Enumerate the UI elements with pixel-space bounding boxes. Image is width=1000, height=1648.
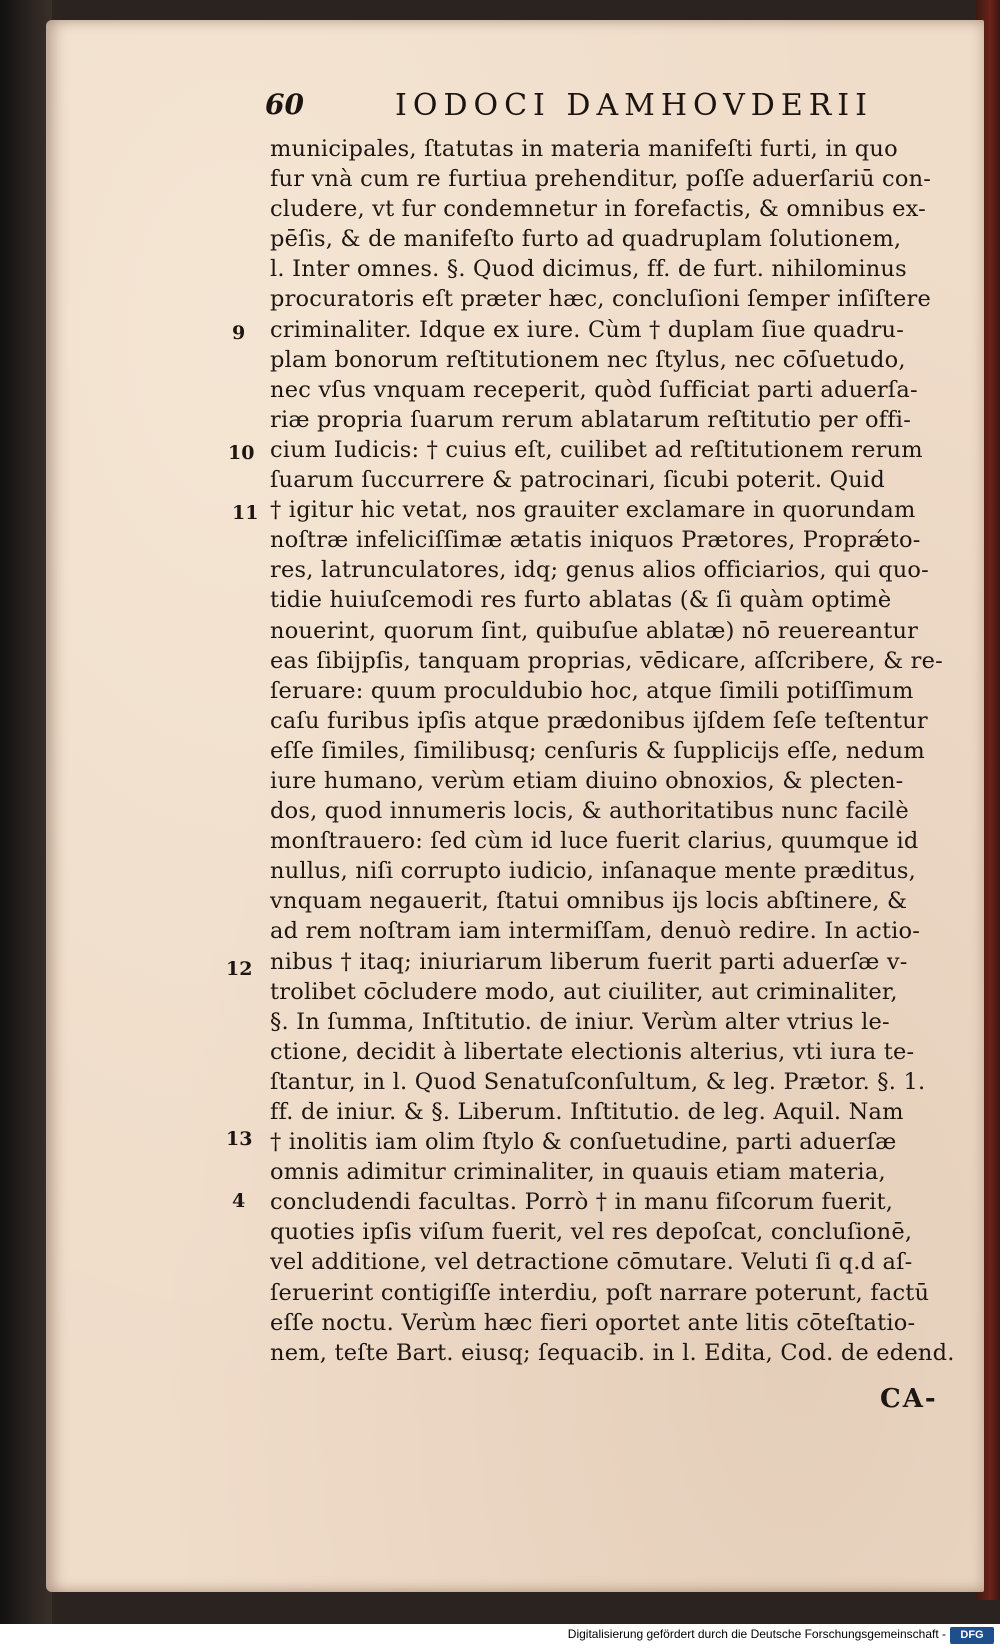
text-line: nullus, niſi corrupto iudicio, inſanaque mente præditus, (270, 858, 916, 885)
text-line: caſu furibus ipſis atque prædonibus ijſdem ſeſe teſtentur (270, 707, 928, 734)
text-line: §. In ſumma, Inſtitutio. de iniur. Verùm alter vtrius le- (270, 1008, 890, 1035)
text-line: monſtrauero: ſed cùm id luce fuerit clarius, quumque id (270, 828, 919, 855)
text-line: noſtræ infeliciſſimæ ætatis iniquos Prætores, Proprǽto- (270, 527, 921, 554)
text-line: vnquam negauerit, ſtatui omnibus ijs locis abſtinere, & (270, 888, 908, 915)
text-line: ſuarum ſuccurrere & patrocinari, ſicubi poterit. Quid (270, 467, 885, 494)
catchword: CA- (880, 1384, 938, 1414)
text-line: eas ſibijpſis, tanquam proprias, vēdicare, aſſcribere, & re- (270, 647, 943, 674)
page-header (265, 88, 885, 128)
text-line: fur vnà cum re furtiua prehenditur, poſſe aduerſariū con- (270, 166, 932, 193)
text-line: † inolitis iam olim ſtylo & conſuetudine, parti aduerſæ (270, 1129, 897, 1156)
text-line: eſſe ſimiles, ſimilibusq; cenſuris & ſupplicijs eſſe, nedum (270, 737, 925, 764)
text-line: municipales, ſtatutas in materia manifeſti furti, in quo (270, 136, 898, 162)
footer-credit: Digitalisierung gefördert durch die Deutsche Forschungsgemeinschaft - (567, 1627, 946, 1641)
text-line: dos, quod innumeris locis, & authoritatibus nunc facilè (270, 798, 909, 825)
footer-bar (0, 1624, 1000, 1648)
margin-number: 13 (226, 1128, 253, 1150)
text-line: cludere, vt fur condemnetur in forefactis, & omnibus ex- (270, 196, 926, 223)
dfg-logo: DFG (950, 1627, 994, 1644)
text-line: vel additione, vel detractione cōmutare. Veluti ſi q.d aſ- (270, 1249, 913, 1276)
text-line: procuratoris eſt præter hæc, concluſioni ſemper inſiſtere (270, 286, 931, 313)
text-line: nem, teſte Bart. eiusq; ſequacib. in l. Edita, Cod. de edend. (270, 1339, 955, 1366)
text-line: quoties ipſis viſum fuerit, vel res depoſcat, concluſionē, (270, 1219, 913, 1246)
text-line: ff. de iniur. & §. Liberum. Inſtitutio. de leg. Aquil. Nam (270, 1099, 904, 1125)
text-line: omnis adimitur criminaliter, in quauis etiam materia, (270, 1159, 886, 1186)
text-line: nouerint, quorum ſint, quibuſue ablatæ) nō reuereantur (270, 617, 919, 644)
running-title: IODOCI DAMHOVDERII (395, 88, 874, 123)
text-line: trolibet cōcludere modo, aut ciuiliter, aut criminaliter, (270, 978, 898, 1005)
text-line: ad rem noſtram iam intermiſſam, denuò redire. In actio- (270, 918, 921, 945)
margin-number: 9 (232, 322, 246, 344)
text-line: plam bonorum reſtitutionem nec ſtylus, nec cōſuetudo, (270, 346, 906, 373)
text-line: nibus † itaq; iniuriarum liberum fuerit parti aduerſæ v- (270, 948, 908, 975)
text-line: ctione, decidit à libertate electionis alterius, vti iura te- (270, 1038, 915, 1065)
book-binding-left (0, 0, 52, 1648)
text-line: l. Inter omnes. §. Quod dicimus, ff. de furt. nihilominus (270, 256, 907, 283)
text-line: ſeruerint contigiſſe interdiu, poſt narrare poterunt, factū (270, 1279, 930, 1306)
margin-number: 10 (228, 442, 255, 464)
text-line: riæ propria ſuarum rerum ablatarum reſtitutio per offi- (270, 406, 911, 433)
page-number: 60 (265, 88, 304, 121)
text-line: † igitur hic vetat, nos grauiter exclamare in quorundam (270, 497, 916, 524)
text-line: pēſis, & de manifeſto furto ad quadruplam ſolutionem, (270, 226, 902, 253)
text-line: ſtantur, in l. Quod Senatuſconſultum, & leg. Prætor. §. 1. (270, 1068, 926, 1095)
margin-number: 11 (232, 502, 259, 524)
text-line: iure humano, verùm etiam diuino obnoxios, & plecten- (270, 767, 904, 794)
body-text (270, 134, 955, 1368)
text-line: cium Iudicis: † cuius eſt, cuilibet ad reſtitutionem rerum (270, 436, 923, 463)
margin-number: 4 (232, 1190, 246, 1212)
text-line: res, latrunculatores, idq; genus alios officiarios, qui quo- (270, 557, 929, 584)
text-line: nec vſus vnquam receperit, quòd ſufficiat parti aduerſa- (270, 376, 918, 403)
text-line: concludendi facultas. Porrò † in manu fiſcorum fuerit, (270, 1189, 894, 1216)
text-line: criminaliter. Idque ex iure. Cùm † duplam ſiue quadru- (270, 316, 905, 343)
text-line: tidie huiuſcemodi res furto ablatas (& ſi quàm optimè (270, 587, 892, 614)
text-line: ſeruare: quum proculdubio hoc, atque ſimili potiſſimum (270, 677, 914, 704)
text-line: eſſe noctu. Verùm hæc fieri oportet ante litis cōteſtatio- (270, 1309, 916, 1336)
margin-number: 12 (226, 958, 253, 980)
